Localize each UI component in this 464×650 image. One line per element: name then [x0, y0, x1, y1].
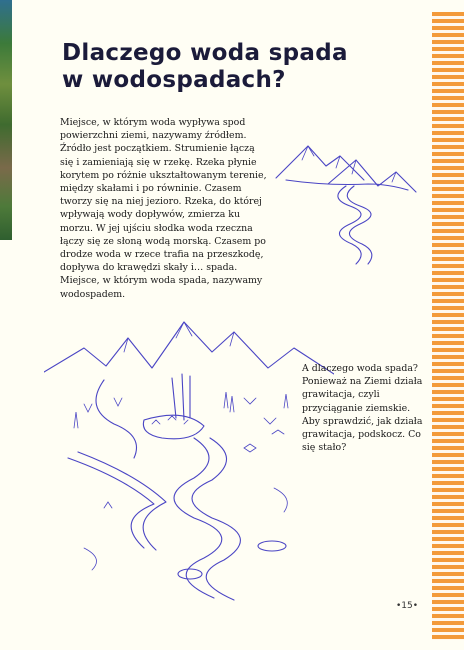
mountains-river-illustration: [268, 126, 418, 266]
gravity-paragraph: A dlaczego woda spada? Ponieważ na Ziemi działa grawitacja, czyli przyciąganie ziemskie. Aby sprawdzić, jak działa grawitacja, podskocz. Co się stało?: [302, 363, 423, 454]
body-paragraph: Miejsce, w którym woda wypływa spod powierzchni ziemi, nazywamy źródłem. Źródło jest początkiem. Strumienie łączą się i zamieniają się w rzekę. Rzeka płynie korytem po różnie ukształtowanym terenie, między skałami i po równinie. Czasem tworzy się na niej jezioro. Rzeka, do której wpływają wody dopływów, zmierza ku morzu. W jej ujściu słodka woda rzeczna łączy się ze słoną wodą morską. Czasem po drodze woda w rzece trafia na przeszkodę, dopływa do krawędzi skały i… spada. Miejsce, w którym woda spada, nazywamy wodospadem.: [60, 117, 267, 300]
waterfall-valley-illustration: [44, 308, 334, 608]
orange-stripe-decoration: [432, 12, 464, 640]
page-title: Dlaczego woda spada w wodospadach?: [62, 40, 348, 93]
page-number: •15•: [396, 601, 419, 611]
photo-strip-image: [0, 0, 12, 240]
